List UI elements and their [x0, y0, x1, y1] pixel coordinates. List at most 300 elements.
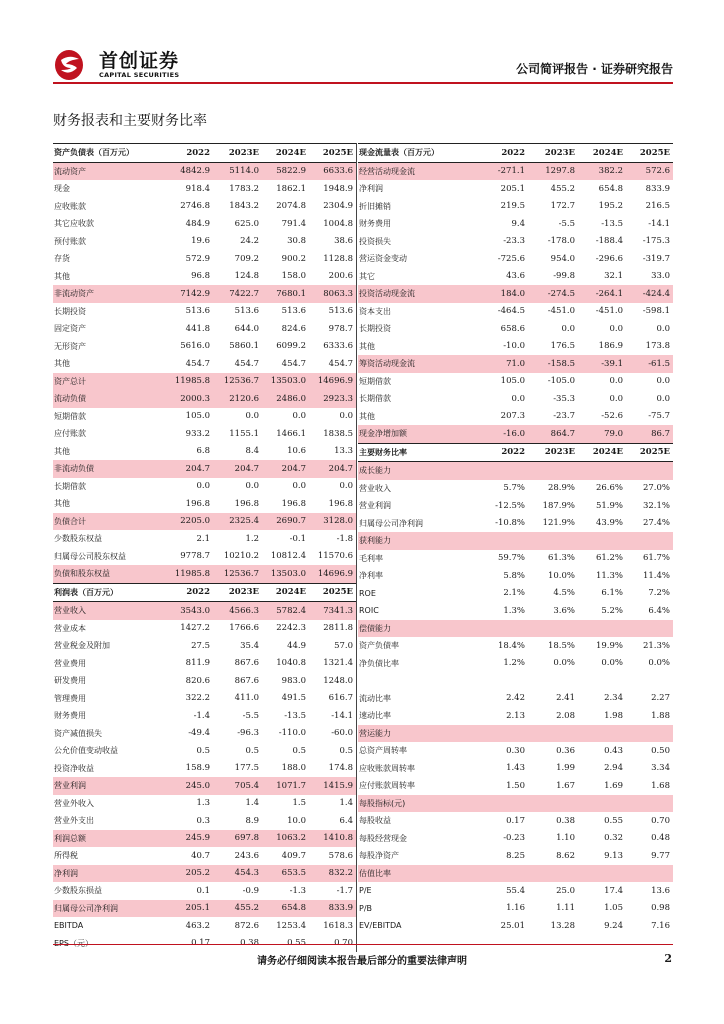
row-label: P/B: [359, 903, 373, 913]
cell-value: -451.0: [595, 306, 623, 317]
row-label: 利润总额: [53, 830, 165, 848]
cell-value: 5.2%: [601, 605, 623, 616]
table-row: [53, 303, 356, 321]
cell-value: 79.0: [578, 425, 626, 443]
cell-value: 3.34: [651, 763, 670, 774]
row-label: 投资损失: [359, 236, 391, 246]
row-label: 资产负债率: [359, 641, 399, 651]
cell-value: 0.0%: [553, 658, 575, 669]
table-row: [53, 390, 356, 408]
cell-value: 0.0: [245, 481, 259, 492]
cell-value: [626, 725, 673, 743]
cell-value: 513.6: [185, 306, 210, 317]
cell-value: 1004.8: [323, 218, 353, 229]
cell-value: 13503.0: [262, 373, 309, 391]
cell-value: 19.9%: [595, 640, 623, 651]
cell-value: 978.7: [328, 323, 353, 334]
row-label: 筹资活动现金流: [358, 355, 480, 373]
cell-value: [578, 865, 626, 883]
table-row: [358, 690, 673, 708]
cell-value: 205.1: [500, 183, 525, 194]
cell-value: 158.0: [281, 271, 306, 282]
cell-value: [480, 795, 528, 813]
row-label: 投资净收益: [54, 763, 94, 773]
cell-value: -13.5: [601, 218, 623, 229]
cell-value: 2025E: [309, 144, 356, 163]
cell-value: 187.9%: [542, 500, 575, 511]
table-row: [53, 707, 356, 725]
cell-value: -39.1: [578, 355, 626, 373]
row-label: 偿债能力: [358, 620, 480, 638]
table-row: [53, 760, 356, 778]
cell-value: 9.24: [604, 920, 623, 931]
row-label: 长期借款: [359, 394, 391, 404]
cell-value: 86.7: [626, 425, 673, 443]
cell-value: -99.8: [553, 271, 575, 282]
row-label: 应付账款周转率: [359, 781, 415, 791]
table-row: [53, 268, 356, 286]
section-title: 财务报表和主要财务比率: [53, 113, 207, 129]
row-label: 营业成本: [54, 623, 86, 633]
row-label: 负债合计: [53, 513, 165, 531]
cell-value: 205.1: [165, 900, 213, 918]
cell-value: 867.6: [234, 675, 259, 686]
cell-value: 0.0: [196, 481, 210, 492]
row-label: 固定资产: [54, 324, 86, 334]
cell-value: 9.4: [511, 218, 525, 229]
cell-value: 0.30: [506, 745, 525, 756]
row-label: 短期借款: [359, 376, 391, 386]
cell-value: 10.0: [287, 815, 306, 826]
cell-value: [480, 672, 528, 690]
cell-value: 27.5: [191, 640, 210, 651]
cell-value: 174.8: [328, 763, 353, 774]
table-row: [53, 690, 356, 708]
cell-value: 14696.9: [309, 373, 356, 391]
cell-value: 7.16: [651, 920, 670, 931]
cell-value: -1.7: [336, 885, 353, 896]
cell-value: 454.7: [281, 358, 306, 369]
cell-value: 1618.3: [323, 920, 353, 931]
cell-value: 7341.3: [309, 602, 356, 620]
row-label: 流动资产: [53, 162, 165, 180]
table-row: [358, 198, 673, 216]
table-row: [358, 812, 673, 830]
table-row: [358, 620, 673, 638]
cell-value: 1.5: [292, 798, 306, 809]
row-label: 营业利润: [53, 777, 165, 795]
cell-value: 820.6: [185, 675, 210, 686]
cell-value: 5860.1: [229, 341, 259, 352]
cell-value: 2024E: [578, 443, 626, 462]
cell-value: 8.9: [245, 815, 259, 826]
cashflow-ratio-table: [358, 143, 673, 935]
cell-value: 513.6: [234, 306, 259, 317]
cell-value: 0.0: [511, 393, 525, 404]
table-row: [53, 742, 356, 760]
cell-value: 2.94: [604, 763, 623, 774]
cell-value: 791.4: [281, 218, 306, 229]
cell-value: -10.0: [503, 341, 525, 352]
table-row: [358, 462, 673, 480]
cell-value: -105.0: [547, 376, 575, 387]
row-label: EV/EBITDA: [359, 921, 402, 931]
cell-value: 2.34: [604, 693, 623, 704]
cell-value: 245.0: [165, 777, 213, 795]
cell-value: [626, 672, 673, 690]
cell-value: [480, 462, 528, 480]
cell-value: 832.2: [309, 865, 356, 883]
cell-value: -598.1: [642, 306, 670, 317]
cell-value: 454.3: [213, 865, 262, 883]
table-row: [358, 567, 673, 585]
cell-value: 245.9: [165, 830, 213, 848]
cell-value: -14.1: [648, 218, 670, 229]
cell-value: 2690.7: [262, 513, 309, 531]
cell-value: 32.1: [604, 271, 623, 282]
cell-value: 4566.3: [213, 602, 262, 620]
table-row: [358, 250, 673, 268]
cell-value: -110.0: [278, 728, 306, 739]
table-row: [358, 795, 673, 813]
cell-value: 207.3: [500, 411, 525, 422]
cell-value: 10.0%: [547, 570, 575, 581]
cell-value: 55.4: [506, 885, 525, 896]
cell-value: 196.8: [328, 498, 353, 509]
cell-value: 44.9: [287, 640, 306, 651]
cell-value: 61.2%: [595, 553, 623, 564]
table-row: [358, 480, 673, 498]
cell-value: [626, 795, 673, 813]
cell-value: 933.2: [185, 428, 210, 439]
cell-value: -13.5: [284, 710, 306, 721]
table-row: [358, 882, 673, 900]
cell-value: 204.7: [309, 460, 356, 478]
cell-value: -264.1: [578, 285, 626, 303]
row-label: 营业外收入: [54, 798, 94, 808]
table-row: [53, 443, 356, 461]
cell-value: 1948.9: [323, 183, 353, 194]
cell-value: 6.1%: [601, 588, 623, 599]
cell-value: 1248.0: [323, 675, 353, 686]
cell-value: 177.5: [234, 763, 259, 774]
row-label: 非流动负债: [53, 460, 165, 478]
table-row: [53, 338, 356, 356]
cell-value: -23.7: [553, 411, 575, 422]
cell-value: -175.3: [642, 236, 670, 247]
cell-value: 0.50: [651, 745, 670, 756]
cell-value: -1.4: [193, 710, 210, 721]
cell-value: 2.1%: [503, 588, 525, 599]
cell-value: 12536.7: [213, 373, 262, 391]
table-row: [53, 373, 356, 391]
cell-value: 5782.4: [262, 602, 309, 620]
cell-value: 1.50: [506, 780, 525, 791]
cell-value: 1040.8: [276, 658, 306, 669]
cell-value: 24.2: [240, 236, 259, 247]
row-label: 存货: [54, 254, 70, 264]
cell-value: 205.2: [165, 865, 213, 883]
table-row: [358, 233, 673, 251]
cell-value: 1297.8: [528, 162, 578, 180]
cell-value: 11.3%: [595, 570, 623, 581]
cell-value: 10812.4: [270, 551, 306, 562]
cell-value: 1783.2: [229, 183, 259, 194]
cell-value: 824.6: [281, 323, 306, 334]
cell-value: 8063.3: [309, 285, 356, 303]
cell-value: 11570.6: [317, 551, 353, 562]
cell-value: 204.7: [213, 460, 262, 478]
cell-value: 491.5: [281, 693, 306, 704]
legal-disclaimer: 请务必仔细阅读本报告最后部分的重要法律声明: [257, 956, 467, 967]
cell-value: -14.1: [331, 710, 353, 721]
row-label: 净负债比率: [359, 658, 399, 668]
cell-value: [528, 865, 578, 883]
cell-value: 2025E: [309, 583, 356, 602]
cell-value: -52.6: [601, 411, 623, 422]
left-financial-table: [53, 143, 357, 952]
cell-value: 572.9: [185, 253, 210, 264]
cell-value: 1843.2: [229, 201, 259, 212]
table-row: [53, 233, 356, 251]
cell-value: 219.5: [500, 201, 525, 212]
row-label: 营运资金变动: [359, 254, 407, 264]
cell-value: -49.4: [188, 728, 210, 739]
table-row: [53, 777, 356, 795]
cell-value: -296.6: [595, 253, 623, 264]
cell-value: 2304.9: [323, 201, 353, 212]
table-row: [358, 707, 673, 725]
cell-value: 71.0: [480, 355, 528, 373]
cell-value: 1071.7: [262, 777, 309, 795]
cell-value: 2.27: [651, 693, 670, 704]
row-label: 每股经营现金: [359, 833, 407, 843]
cell-value: 2024E: [578, 144, 626, 163]
table-row: [53, 882, 356, 900]
table-row: [358, 865, 673, 883]
cell-value: 1.99: [556, 763, 575, 774]
cell-value: 9778.7: [180, 551, 210, 562]
cell-value: 954.0: [550, 253, 575, 264]
cell-value: -1.3: [289, 885, 306, 896]
table-row: [358, 162, 673, 180]
cell-value: [480, 725, 528, 743]
cell-value: 184.0: [480, 285, 528, 303]
row-label: 总资产周转率: [359, 746, 407, 756]
cell-value: 18.5%: [547, 640, 575, 651]
row-label: 无形资产: [54, 341, 86, 351]
row-label: 其他: [359, 411, 375, 421]
cell-value: 2024E: [262, 583, 309, 602]
cell-value: 30.8: [287, 236, 306, 247]
cell-value: 9.77: [651, 850, 670, 861]
row-label: 公允价值变动收益: [54, 746, 118, 756]
row-label: 财务费用: [54, 711, 86, 721]
cell-value: 28.9%: [547, 483, 575, 494]
table-row: [53, 460, 356, 478]
cell-value: 454.7: [234, 358, 259, 369]
cell-value: 59.7%: [497, 553, 525, 564]
cell-value: 18.4%: [497, 640, 525, 651]
cell-value: 2023E: [528, 144, 578, 163]
row-label: 长期投资: [359, 324, 391, 334]
cell-value: 454.7: [185, 358, 210, 369]
cell-value: 1128.8: [323, 253, 353, 264]
cell-value: 1862.1: [276, 183, 306, 194]
table-row: [53, 602, 356, 620]
cell-value: -75.7: [648, 411, 670, 422]
cell-value: 0.17: [506, 815, 525, 826]
row-label: 非流动资产: [53, 285, 165, 303]
table-row: [358, 180, 673, 198]
cell-value: 216.5: [645, 201, 670, 212]
row-label: 现金流量表（百万元）: [358, 144, 480, 163]
row-label: 归属母公司净利润: [359, 518, 423, 528]
cell-value: 3.6%: [553, 605, 575, 616]
row-label: 应付账款: [54, 429, 86, 439]
row-label: 短期借款: [54, 411, 86, 421]
cell-value: -725.6: [497, 253, 525, 264]
cell-value: 654.8: [598, 183, 623, 194]
table-row: [53, 162, 356, 180]
table-row: [53, 725, 356, 743]
cell-value: 105.0: [500, 376, 525, 387]
cell-value: 1.67: [556, 780, 575, 791]
cell-value: 0.98: [651, 903, 670, 914]
row-label: 少数股东损益: [54, 886, 102, 896]
cell-value: 441.8: [185, 323, 210, 334]
cell-value: 121.9%: [542, 518, 575, 529]
cell-value: 1466.1: [276, 428, 306, 439]
row-label: 应收账款: [54, 201, 86, 211]
cell-value: 2024E: [262, 144, 309, 163]
cell-value: 3128.0: [309, 513, 356, 531]
table-row: [53, 830, 356, 848]
cell-value: 204.7: [262, 460, 309, 478]
cell-value: 0.5: [339, 745, 353, 756]
logo-chinese-name: 首创证券: [99, 50, 180, 72]
row-label: 资产负债表（百万元）: [53, 144, 165, 163]
table-row: [53, 565, 356, 583]
row-label: 长期投资: [54, 306, 86, 316]
cell-value: 2.1: [196, 533, 210, 544]
cell-value: 833.9: [309, 900, 356, 918]
table-row: [358, 355, 673, 373]
cell-value: 0.0: [292, 481, 306, 492]
table-row: [53, 672, 356, 690]
cell-value: 5.7%: [503, 483, 525, 494]
table-row: [358, 917, 673, 935]
cell-value: 811.9: [185, 658, 210, 669]
row-label: 毛利率: [359, 553, 383, 563]
cell-value: 0.0%: [648, 658, 670, 669]
cell-value: 0.0: [656, 376, 670, 387]
cell-value: 196.8: [185, 498, 210, 509]
cell-value: 10.6: [287, 446, 306, 457]
cell-value: -10.8%: [495, 518, 525, 529]
cell-value: 8.25: [506, 850, 525, 861]
table-row: [358, 760, 673, 778]
table-row: [53, 548, 356, 566]
table-row: [358, 585, 673, 603]
table-row: [358, 425, 673, 443]
row-label: 速动比率: [359, 711, 391, 721]
row-label: 经营活动现金流: [358, 162, 480, 180]
cell-value: 43.9%: [595, 518, 623, 529]
cell-value: 7422.7: [213, 285, 262, 303]
company-logo: [53, 48, 179, 82]
cell-value: 196.8: [234, 498, 259, 509]
cell-value: 867.6: [234, 658, 259, 669]
cell-value: 2023E: [528, 443, 578, 462]
cell-value: -12.5%: [495, 500, 525, 511]
cell-value: 2025E: [626, 144, 673, 163]
cell-value: 983.0: [281, 675, 306, 686]
row-label: 成长能力: [358, 462, 480, 480]
cell-value: 105.0: [185, 411, 210, 422]
cell-value: 2923.3: [309, 390, 356, 408]
table-row: [53, 355, 356, 373]
table-row: [53, 513, 356, 531]
cell-value: 14696.9: [309, 565, 356, 583]
cell-value: 33.0: [651, 271, 670, 282]
cell-value: 2023E: [213, 583, 262, 602]
cell-value: 918.4: [185, 183, 210, 194]
cell-value: -0.1: [289, 533, 306, 544]
table-row: [53, 408, 356, 426]
row-label: 少数股东权益: [54, 534, 102, 544]
cell-value: 12536.7: [213, 565, 262, 583]
row-label: 净利润: [359, 184, 383, 194]
table-row: [53, 180, 356, 198]
row-label: 净利润: [53, 865, 165, 883]
cell-value: [480, 532, 528, 550]
cell-value: 195.2: [598, 201, 623, 212]
cell-value: 5114.0: [213, 162, 262, 180]
cell-value: 2.41: [556, 693, 575, 704]
cell-value: -319.7: [642, 253, 670, 264]
cell-value: 2486.0: [262, 390, 309, 408]
cell-value: 2.08: [556, 710, 575, 721]
cell-value: 196.8: [281, 498, 306, 509]
cell-value: 2811.8: [323, 623, 353, 634]
cell-value: [626, 620, 673, 638]
cell-value: 8.4: [245, 446, 259, 457]
cell-value: 658.6: [500, 323, 525, 334]
cell-value: 7680.1: [262, 285, 309, 303]
header-divider: [53, 82, 673, 84]
table-row: [358, 532, 673, 550]
cell-value: 6633.6: [309, 162, 356, 180]
table-row: [358, 497, 673, 515]
cell-value: 1.05: [604, 903, 623, 914]
cell-value: 13.28: [550, 920, 575, 931]
cell-value: 1.68: [651, 780, 670, 791]
table-row: [53, 495, 356, 513]
cell-value: 2746.8: [180, 201, 210, 212]
cell-value: 455.2: [213, 900, 262, 918]
table-row: [358, 742, 673, 760]
cell-value: 11985.8: [165, 565, 213, 583]
cell-value: 158.9: [185, 763, 210, 774]
cell-value: 3543.0: [165, 602, 213, 620]
cell-value: -5.5: [242, 710, 259, 721]
right-financial-table: [358, 143, 673, 935]
cell-value: 35.4: [240, 640, 259, 651]
cell-value: -424.4: [626, 285, 673, 303]
row-label: 主要财务比率: [358, 443, 480, 462]
table-row: [358, 672, 673, 690]
